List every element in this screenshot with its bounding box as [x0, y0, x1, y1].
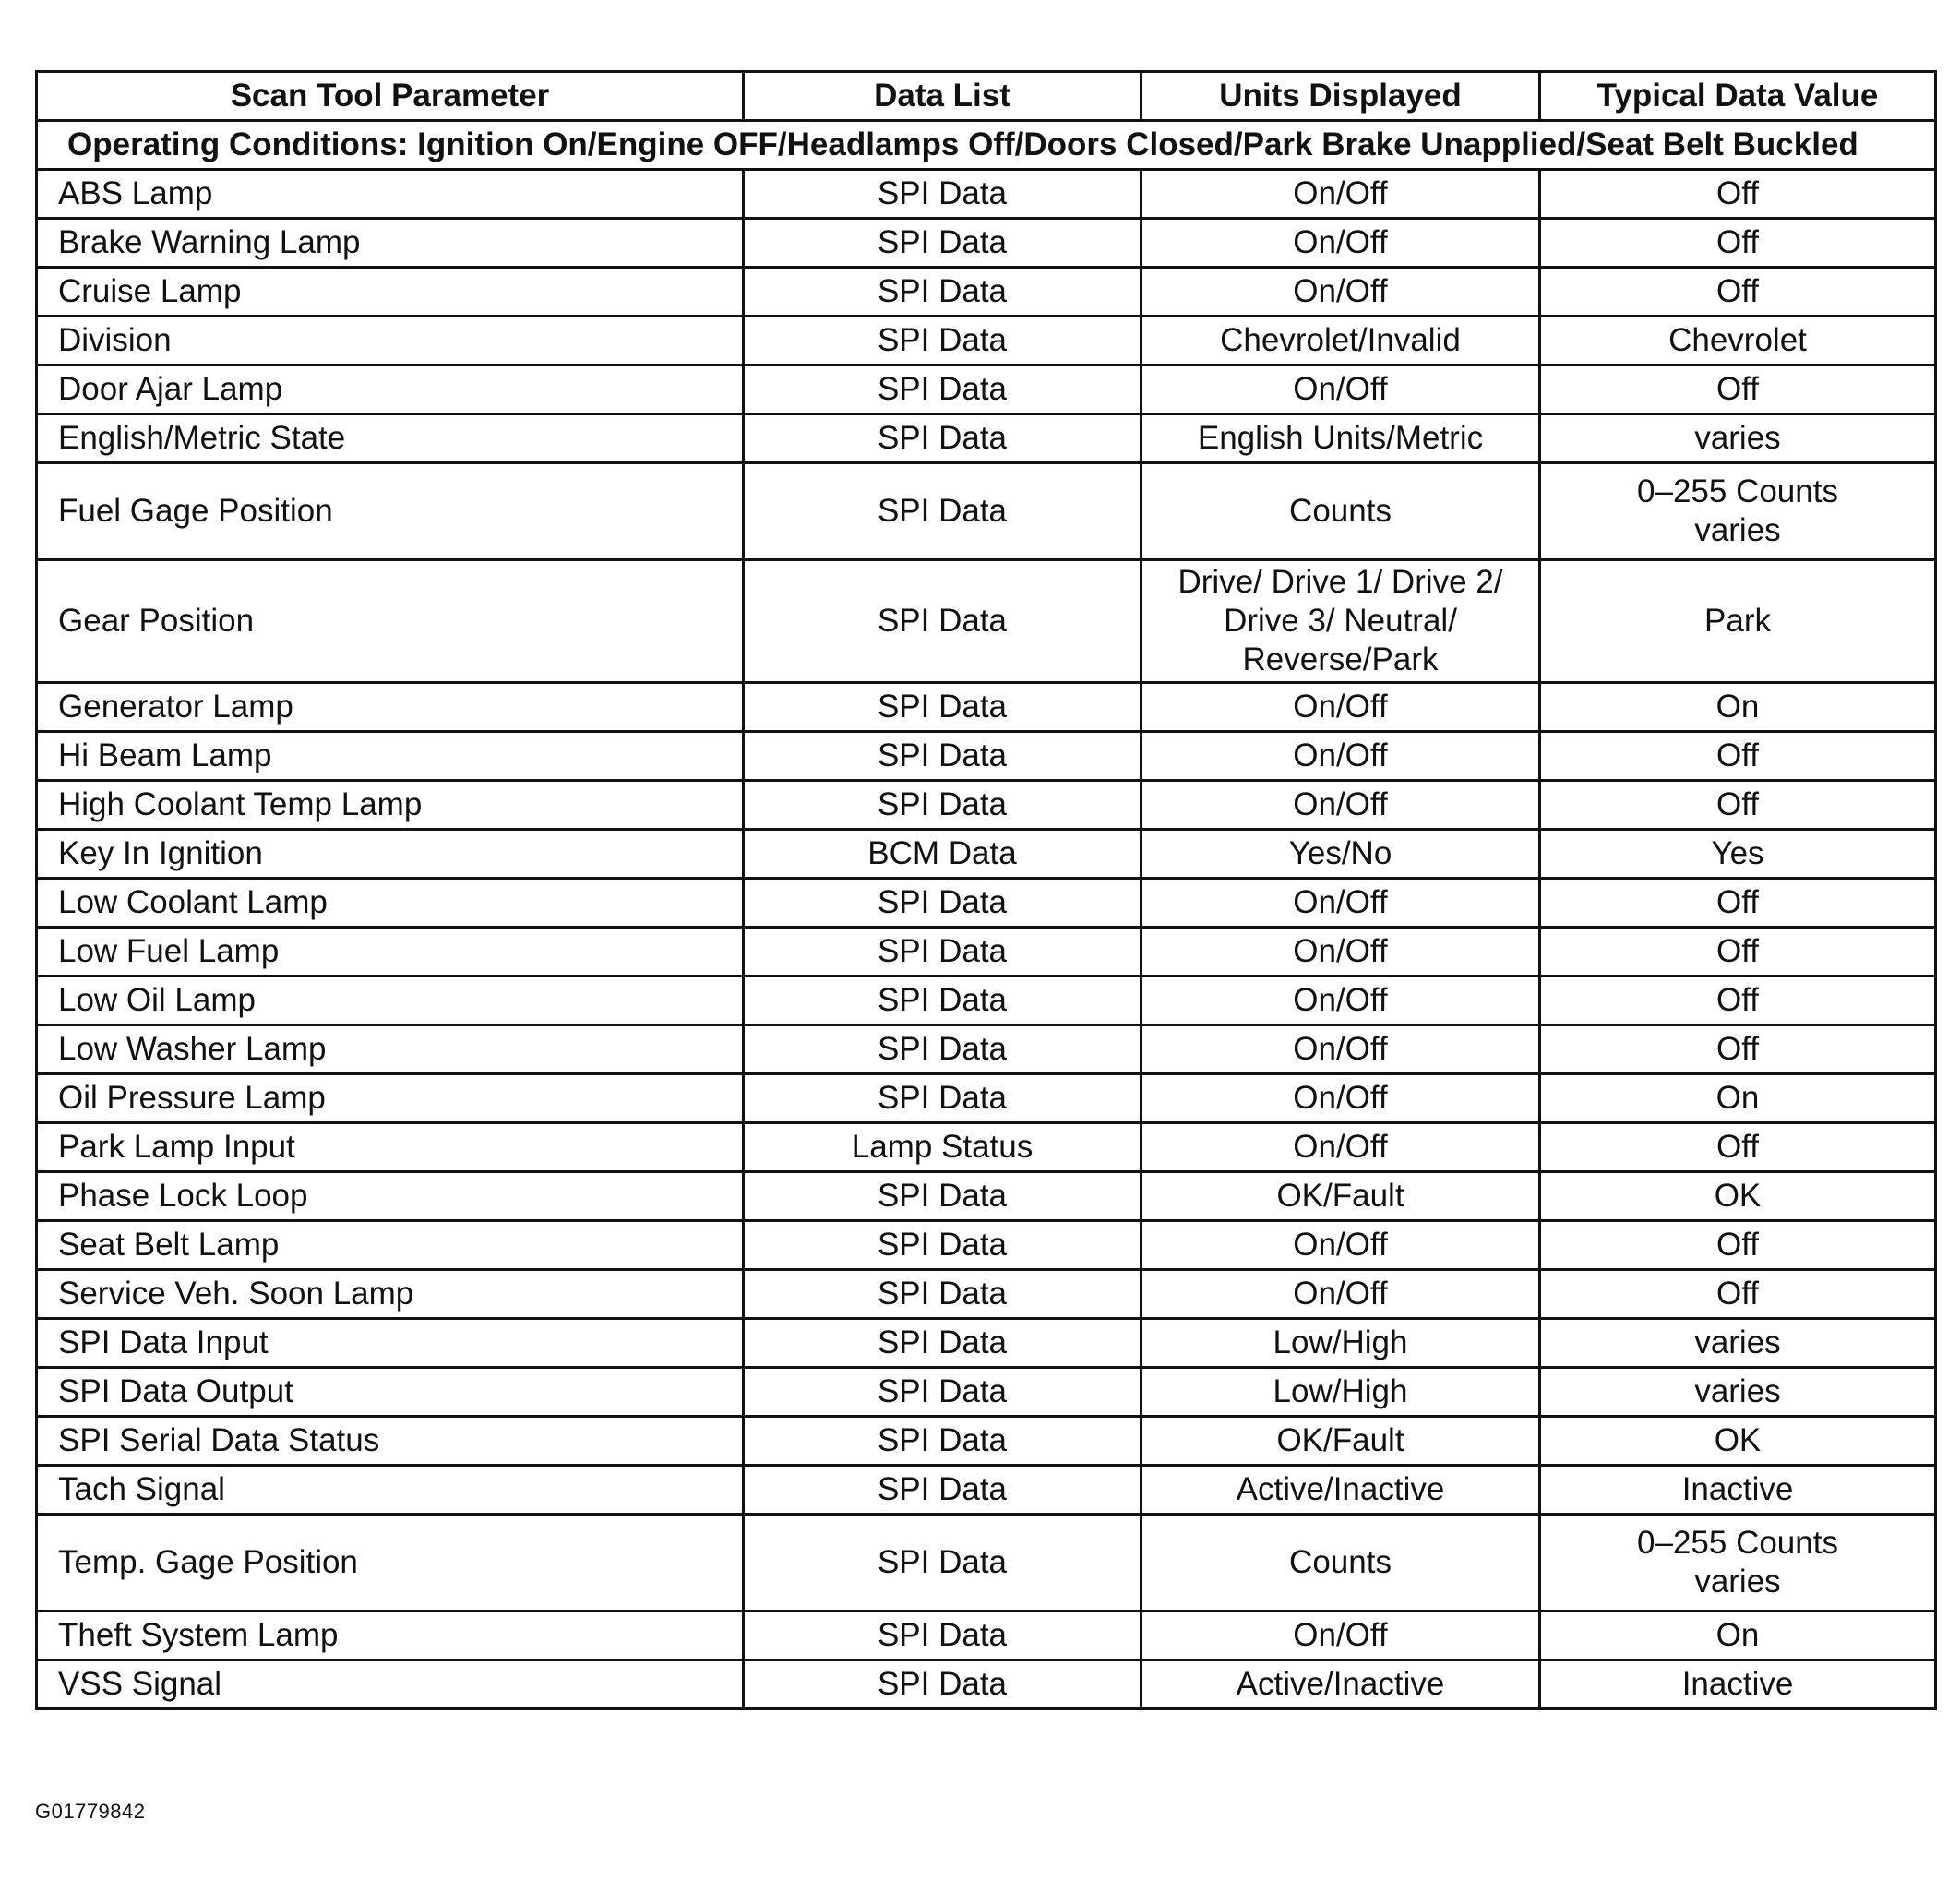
units-displayed-cell-line: On/Off — [1293, 1227, 1388, 1263]
table-row — [37, 317, 1936, 365]
table-row — [37, 1466, 1936, 1515]
table-row — [37, 1074, 1936, 1123]
typical-value-cell — [1540, 1368, 1936, 1417]
units-displayed-cell — [1141, 1368, 1540, 1417]
units-displayed-cell — [1141, 1515, 1540, 1611]
units-displayed-cell — [1141, 170, 1540, 219]
data-list-cell: SPI Data — [744, 1221, 1141, 1270]
parameter-cell: Service Veh. Soon Lamp — [37, 1270, 744, 1319]
typical-value-cell — [1540, 976, 1936, 1025]
units-displayed-cell — [1141, 268, 1540, 317]
header-units-displayed: Units Displayed — [1141, 72, 1540, 121]
table-row — [37, 879, 1936, 928]
typical-value-cell — [1540, 1270, 1936, 1319]
table-row — [37, 683, 1936, 732]
data-list-cell: SPI Data — [744, 219, 1141, 268]
typical-value-cell — [1540, 1074, 1936, 1123]
typical-value-cell — [1540, 683, 1936, 732]
parameter-cell: Low Fuel Lamp — [37, 928, 744, 976]
parameter-cell: Temp. Gage Position — [37, 1515, 744, 1611]
table-row — [37, 560, 1936, 683]
units-displayed-cell — [1141, 683, 1540, 732]
parameter-cell: Theft System Lamp — [37, 1611, 744, 1660]
units-displayed-cell-line: Drive/ Drive 1/ Drive 2/ — [1177, 564, 1503, 600]
typical-value-cell-line: Off — [1715, 1276, 1760, 1312]
units-displayed-cell-line: Drive 3/ Neutral/ — [1224, 603, 1457, 639]
data-list-cell: SPI Data — [744, 683, 1141, 732]
typical-value-cell — [1540, 219, 1936, 268]
typical-value-cell-line: Park — [1704, 603, 1771, 639]
units-displayed-cell-line: On/Off — [1293, 1617, 1388, 1653]
data-list-cell: SPI Data — [744, 1368, 1141, 1417]
units-displayed-cell-line: Chevrolet/Invalid — [1220, 322, 1461, 358]
units-displayed-cell-line: OK/Fault — [1276, 1422, 1404, 1458]
typical-value-cell — [1540, 317, 1936, 365]
table-row — [37, 1172, 1936, 1221]
table-row — [37, 1660, 1936, 1709]
table-row — [37, 170, 1936, 219]
parameter-cell: SPI Data Output — [37, 1368, 744, 1417]
parameter-cell: Phase Lock Loop — [37, 1172, 744, 1221]
units-displayed-cell — [1141, 1123, 1540, 1172]
typical-value-cell-line: varies — [1694, 1373, 1781, 1409]
units-displayed-cell — [1141, 830, 1540, 879]
data-list-cell: SPI Data — [744, 1319, 1141, 1368]
header-scan-tool-parameter: Scan Tool Parameter — [37, 72, 744, 121]
typical-value-cell — [1540, 1515, 1936, 1611]
data-list-cell: SPI Data — [744, 317, 1141, 365]
units-displayed-cell-line: On/Off — [1293, 1129, 1388, 1165]
data-list-cell: SPI Data — [744, 463, 1141, 560]
parameter-cell: Seat Belt Lamp — [37, 1221, 744, 1270]
units-displayed-cell-line: On/Off — [1293, 371, 1388, 407]
table-row — [37, 781, 1936, 830]
parameter-cell: SPI Data Input — [37, 1319, 744, 1368]
data-list-cell: SPI Data — [744, 1660, 1141, 1709]
header-row — [37, 72, 1936, 121]
operating-conditions-row — [37, 121, 1936, 170]
units-displayed-cell — [1141, 1074, 1540, 1123]
typical-value-cell — [1540, 560, 1936, 683]
units-displayed-cell — [1141, 365, 1540, 414]
table-row — [37, 1025, 1936, 1074]
typical-value-cell-line: On — [1715, 1617, 1760, 1653]
data-list-cell: BCM Data — [744, 830, 1141, 879]
typical-value-cell-line: 0–255 Counts — [1637, 473, 1838, 509]
header-data-list: Data List — [744, 72, 1141, 121]
typical-value-cell — [1540, 1123, 1936, 1172]
typical-value-cell-line: Off — [1715, 273, 1760, 309]
units-displayed-cell — [1141, 463, 1540, 560]
units-displayed-cell-line: On/Off — [1293, 933, 1388, 969]
units-displayed-cell-line: On/Off — [1293, 884, 1388, 920]
data-list-cell: SPI Data — [744, 928, 1141, 976]
typical-value-cell-line: Off — [1715, 175, 1760, 211]
typical-value-cell — [1540, 879, 1936, 928]
units-displayed-cell — [1141, 1221, 1540, 1270]
typical-value-cell — [1540, 1172, 1936, 1221]
data-list-cell: SPI Data — [744, 170, 1141, 219]
typical-value-cell-line: varies — [1694, 420, 1781, 456]
units-displayed-cell-line: On/Off — [1293, 737, 1388, 773]
typical-value-cell — [1540, 830, 1936, 879]
units-displayed-cell — [1141, 1611, 1540, 1660]
units-displayed-cell-line: On/Off — [1293, 1031, 1388, 1067]
parameter-cell: Door Ajar Lamp — [37, 365, 744, 414]
table-row — [37, 219, 1936, 268]
typical-value-cell-line: 0–255 Counts — [1637, 1525, 1838, 1561]
typical-value-cell-line: Inactive — [1681, 1666, 1794, 1702]
typical-value-cell-line: Off — [1715, 1227, 1760, 1263]
parameter-cell: Park Lamp Input — [37, 1123, 744, 1172]
units-displayed-cell — [1141, 1025, 1540, 1074]
table-row — [37, 463, 1936, 560]
parameter-cell: VSS Signal — [37, 1660, 744, 1709]
data-list-cell: SPI Data — [744, 879, 1141, 928]
units-displayed-cell-line: Active/Inactive — [1236, 1666, 1445, 1702]
parameter-cell: Low Washer Lamp — [37, 1025, 744, 1074]
parameter-cell: English/Metric State — [37, 414, 744, 463]
typical-value-cell-line: OK — [1714, 1178, 1762, 1214]
table-row — [37, 1417, 1936, 1466]
typical-value-cell-line: Yes — [1711, 835, 1764, 871]
typical-value-cell-line: Off — [1715, 933, 1760, 969]
table-row — [37, 1368, 1936, 1417]
data-list-cell: SPI Data — [744, 732, 1141, 781]
parameter-cell: Key In Ignition — [37, 830, 744, 879]
units-displayed-cell — [1141, 879, 1540, 928]
data-list-cell: SPI Data — [744, 1417, 1141, 1466]
table-row — [37, 1319, 1936, 1368]
typical-value-cell — [1540, 268, 1936, 317]
units-displayed-cell-line: Low/High — [1273, 1324, 1408, 1360]
units-displayed-cell — [1141, 732, 1540, 781]
data-list-cell: SPI Data — [744, 1270, 1141, 1319]
units-displayed-cell-line: On/Off — [1293, 175, 1388, 211]
data-list-cell: Lamp Status — [744, 1123, 1141, 1172]
parameter-cell: Oil Pressure Lamp — [37, 1074, 744, 1123]
units-displayed-cell-line: On/Off — [1293, 273, 1388, 309]
typical-value-cell-line: Off — [1715, 786, 1760, 822]
typical-value-cell — [1540, 1611, 1936, 1660]
table-row — [37, 1515, 1936, 1611]
table-row — [37, 1221, 1936, 1270]
units-displayed-cell-line: On/Off — [1293, 982, 1388, 1018]
typical-value-cell-line: Off — [1715, 371, 1760, 407]
units-displayed-cell — [1141, 317, 1540, 365]
parameter-cell: Tach Signal — [37, 1466, 744, 1515]
data-list-cell: SPI Data — [744, 976, 1141, 1025]
table-row — [37, 1270, 1936, 1319]
typical-value-cell-line: Chevrolet — [1668, 322, 1807, 358]
table-row — [37, 732, 1936, 781]
units-displayed-cell-line: On/Off — [1293, 224, 1388, 260]
table-row — [37, 976, 1936, 1025]
operating-conditions: Operating Conditions: Ignition On/Engine OFF/Headlamps Off/Doors Closed/Park Brake Unapplied/Seat Belt Buckled — [37, 121, 1936, 170]
typical-value-cell-line: Off — [1715, 884, 1760, 920]
units-displayed-cell — [1141, 414, 1540, 463]
parameter-cell: Cruise Lamp — [37, 268, 744, 317]
typical-value-cell — [1540, 1025, 1936, 1074]
units-displayed-cell-line: English Units/Metric — [1197, 420, 1484, 456]
units-displayed-cell — [1141, 928, 1540, 976]
parameter-cell: ABS Lamp — [37, 170, 744, 219]
units-displayed-cell — [1141, 781, 1540, 830]
units-displayed-cell-line: On/Off — [1293, 1276, 1388, 1312]
data-list-cell: SPI Data — [744, 781, 1141, 830]
units-displayed-cell-line: Counts — [1289, 1544, 1392, 1580]
units-displayed-cell-line: Counts — [1289, 493, 1392, 529]
units-displayed-cell — [1141, 1172, 1540, 1221]
parameter-cell: Hi Beam Lamp — [37, 732, 744, 781]
typical-value-cell-line: OK — [1714, 1422, 1762, 1458]
parameter-cell: Generator Lamp — [37, 683, 744, 732]
units-displayed-cell — [1141, 1660, 1540, 1709]
typical-value-cell-line: On — [1715, 689, 1760, 725]
parameter-cell: Brake Warning Lamp — [37, 219, 744, 268]
typical-value-cell — [1540, 732, 1936, 781]
typical-value-cell-line: varies — [1694, 1564, 1781, 1599]
parameter-cell: Fuel Gage Position — [37, 463, 744, 560]
parameter-cell: Low Coolant Lamp — [37, 879, 744, 928]
table-row — [37, 1611, 1936, 1660]
figure-id: G01779842 — [35, 1800, 146, 1823]
header-typical-data-value: Typical Data Value — [1540, 72, 1936, 121]
units-displayed-cell-line: Reverse/Park — [1242, 641, 1439, 677]
scan-tool-data-table — [35, 70, 1937, 1710]
units-displayed-cell — [1141, 1417, 1540, 1466]
units-displayed-cell — [1141, 1319, 1540, 1368]
units-displayed-cell — [1141, 560, 1540, 683]
table-row — [37, 928, 1936, 976]
units-displayed-cell-line: Yes/No — [1288, 835, 1392, 871]
typical-value-cell — [1540, 781, 1936, 830]
units-displayed-cell-line: On/Off — [1293, 689, 1388, 725]
units-displayed-cell-line: OK/Fault — [1276, 1178, 1404, 1214]
typical-value-cell — [1540, 1221, 1936, 1270]
data-list-cell: SPI Data — [744, 1025, 1141, 1074]
table-row — [37, 1123, 1936, 1172]
typical-value-cell-line: varies — [1694, 1324, 1781, 1360]
typical-value-cell-line: Off — [1715, 982, 1760, 1018]
table-row — [37, 365, 1936, 414]
units-displayed-cell-line: Active/Inactive — [1236, 1471, 1445, 1507]
table-row — [37, 414, 1936, 463]
units-displayed-cell — [1141, 1466, 1540, 1515]
typical-value-cell-line: On — [1715, 1080, 1760, 1116]
typical-value-cell-line: Inactive — [1681, 1471, 1794, 1507]
parameter-cell: SPI Serial Data Status — [37, 1417, 744, 1466]
typical-value-cell — [1540, 170, 1936, 219]
parameter-cell: High Coolant Temp Lamp — [37, 781, 744, 830]
parameter-cell: Gear Position — [37, 560, 744, 683]
units-displayed-cell-line: Low/High — [1273, 1373, 1408, 1409]
parameter-cell: Division — [37, 317, 744, 365]
data-list-cell: SPI Data — [744, 1074, 1141, 1123]
typical-value-cell — [1540, 1319, 1936, 1368]
units-displayed-cell — [1141, 976, 1540, 1025]
data-list-cell: SPI Data — [744, 1172, 1141, 1221]
table-row — [37, 268, 1936, 317]
typical-value-cell — [1540, 365, 1936, 414]
typical-value-cell-line: Off — [1715, 737, 1760, 773]
typical-value-cell-line: Off — [1715, 224, 1760, 260]
typical-value-cell — [1540, 414, 1936, 463]
data-list-cell: SPI Data — [744, 560, 1141, 683]
data-list-cell: SPI Data — [744, 1611, 1141, 1660]
units-displayed-cell — [1141, 219, 1540, 268]
typical-value-cell — [1540, 1466, 1936, 1515]
units-displayed-cell-line: On/Off — [1293, 786, 1388, 822]
typical-value-cell — [1540, 463, 1936, 560]
typical-value-cell — [1540, 1660, 1936, 1709]
data-list-cell: SPI Data — [744, 1466, 1141, 1515]
units-displayed-cell-line: On/Off — [1293, 1080, 1388, 1116]
table-row — [37, 830, 1936, 879]
data-list-cell: SPI Data — [744, 268, 1141, 317]
typical-value-cell-line: varies — [1694, 512, 1781, 548]
data-list-cell: SPI Data — [744, 414, 1141, 463]
typical-value-cell — [1540, 928, 1936, 976]
data-list-cell: SPI Data — [744, 1515, 1141, 1611]
typical-value-cell-line: Off — [1715, 1031, 1760, 1067]
data-list-cell: SPI Data — [744, 365, 1141, 414]
units-displayed-cell — [1141, 1270, 1540, 1319]
typical-value-cell — [1540, 1417, 1936, 1466]
parameter-cell: Low Oil Lamp — [37, 976, 744, 1025]
typical-value-cell-line: Off — [1715, 1129, 1760, 1165]
